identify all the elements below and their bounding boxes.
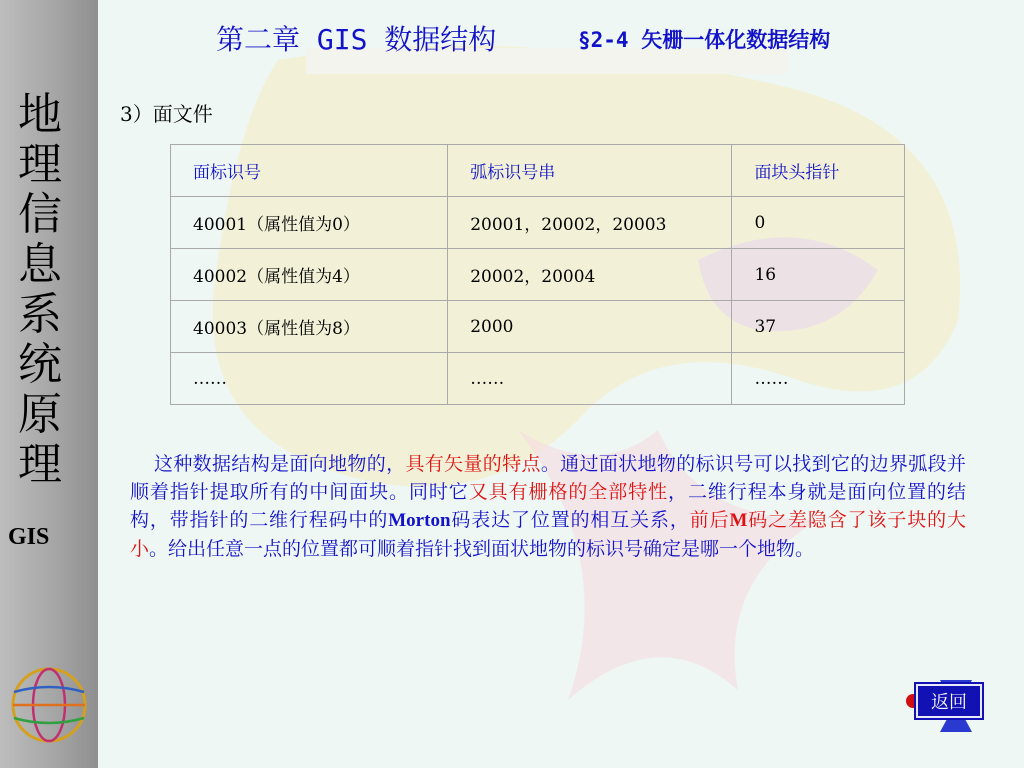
- return-button[interactable]: 返回: [916, 684, 982, 718]
- slide-title: 第二章 GIS 数据结构: [216, 23, 497, 56]
- table-header-cell: 面块头指针: [732, 145, 905, 197]
- para-text: 。给出任意一点的位置都可顺着指针找到面状地物的标识号确定是哪一个地物。: [149, 538, 815, 560]
- para-text: 码表达了位置的相互关系，: [450, 509, 690, 531]
- para-highlight: 前后: [689, 509, 730, 531]
- para-highlight: 具有矢量的特点: [405, 453, 541, 475]
- table-header-cell: 弧标识号串: [448, 145, 732, 197]
- table-row: [171, 353, 905, 405]
- para-text: ，二维行程本身就是面向位置的结构，带指针的二维行程码中的: [130, 481, 966, 531]
- table-cell: 40001（属性值为0）: [171, 197, 448, 249]
- para-highlight: 又具有栅格的全部特性: [468, 481, 669, 503]
- face-file-table: [170, 144, 905, 405]
- table-row: [171, 301, 905, 353]
- sidebar-gis-label: GIS: [8, 524, 50, 550]
- table-cell: 20001，20002，20003: [448, 197, 732, 249]
- table-header-row: [171, 145, 905, 197]
- para-highlight: 码之差隐含了该子块的大小: [130, 509, 966, 560]
- table-cell: 37: [732, 301, 905, 353]
- para-text: Morton: [388, 510, 451, 531]
- sidebar-title: 地理信息系统原理: [18, 89, 62, 490]
- para-text: 这种数据结构是面向地物的，: [154, 453, 406, 475]
- slide-subtitle: §2-4 矢栅一体化数据结构: [578, 28, 831, 52]
- table-cell: 40002（属性值为4）: [171, 249, 448, 301]
- table-header-cell: 面标识号: [171, 145, 448, 197]
- table-row: [171, 249, 905, 301]
- table-cell: 40003（属性值为8）: [171, 301, 448, 353]
- globe-icon: [6, 662, 92, 748]
- table-cell: ……: [448, 353, 732, 405]
- table-cell: ……: [732, 353, 905, 405]
- description-paragraph: [130, 450, 966, 563]
- section-heading: 3）面文件: [120, 102, 213, 126]
- table-cell: ……: [171, 353, 448, 405]
- table-cell: 16: [732, 249, 905, 301]
- para-text: 。通过面状地物的标识号可以找到它的边界弧段并顺着指针提取所有的中间面块。同时它: [130, 453, 966, 503]
- table-cell: 0: [732, 197, 905, 249]
- table-row: [171, 197, 905, 249]
- para-highlight: M: [729, 510, 748, 531]
- table-cell: 2000: [448, 301, 732, 353]
- table-cell: 20002，20004: [448, 249, 732, 301]
- sidebar: [0, 0, 98, 768]
